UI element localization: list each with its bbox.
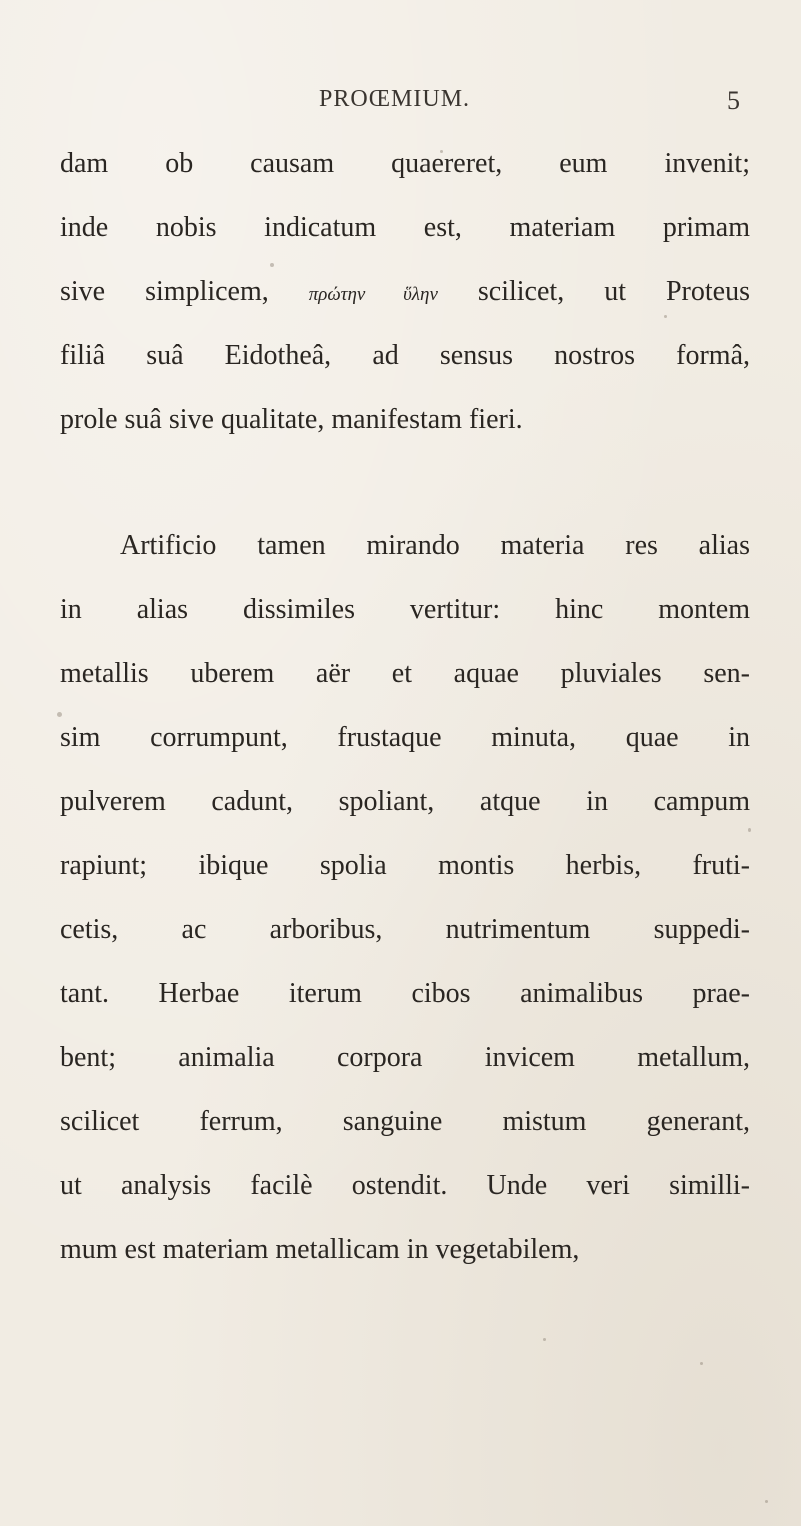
line-text-after-greek: scilicet, ut Proteus bbox=[437, 276, 750, 307]
text-line: scilicet ferrum, sanguine mistum generant, bbox=[60, 1106, 750, 1137]
paper-speck bbox=[765, 1500, 768, 1503]
paragraph-2 bbox=[60, 514, 750, 1282]
paper-speck bbox=[270, 263, 274, 267]
paragraph-gap bbox=[60, 452, 750, 514]
paper-speck bbox=[57, 712, 62, 717]
text-line: inde nobis indicatum est, materiam primam bbox=[60, 212, 750, 243]
paper-speck bbox=[700, 1362, 703, 1365]
text-line: dam ob causam quaereret, eum invenit; bbox=[60, 148, 750, 179]
text-line: ut analysis facilè ostendit. Unde veri similli- bbox=[60, 1170, 750, 1201]
text-line: prole suâ sive qualitate, manifestam fieri. bbox=[60, 404, 523, 435]
text-line: Artificio tamen mirando materia res alias bbox=[120, 530, 750, 561]
text-line: cetis, ac arboribus, nutrimentum suppedi- bbox=[60, 914, 750, 945]
text-line: rapiunt; ibique spolia montis herbis, fruti- bbox=[60, 850, 750, 881]
text-line: bent; animalia corpora invicem metallum, bbox=[60, 1042, 750, 1073]
text-line bbox=[60, 260, 750, 324]
text-line: sim corrumpunt, frustaque minuta, quae in bbox=[60, 722, 750, 753]
paper-speck bbox=[440, 150, 443, 153]
text-line: pulverem cadunt, spoliant, atque in campum bbox=[60, 786, 750, 817]
running-title: PROŒMIUM. bbox=[319, 86, 471, 112]
paper-speck bbox=[543, 1338, 546, 1341]
paper-speck bbox=[748, 828, 751, 832]
text-line: filiâ suâ Eidotheâ, ad sensus nostros formâ, bbox=[60, 340, 750, 371]
paragraph-1 bbox=[60, 132, 750, 452]
line-text-before-greek: sive simplicem, bbox=[60, 276, 309, 307]
running-head bbox=[60, 86, 740, 126]
page-number: 5 bbox=[727, 86, 740, 115]
text-line: mum est materiam metallicam in vegetabilem, bbox=[60, 1234, 580, 1265]
greek-phrase: πρώτην ὕλην bbox=[308, 284, 438, 305]
text-line: in alias dissimiles vertitur: hinc montem bbox=[60, 594, 750, 625]
body-text bbox=[60, 132, 750, 1282]
text-line: tant. Herbae iterum cibos animalibus prae- bbox=[60, 978, 750, 1009]
paper-speck bbox=[664, 315, 667, 318]
text-line: metallis uberem aër et aquae pluviales sen- bbox=[60, 658, 750, 689]
